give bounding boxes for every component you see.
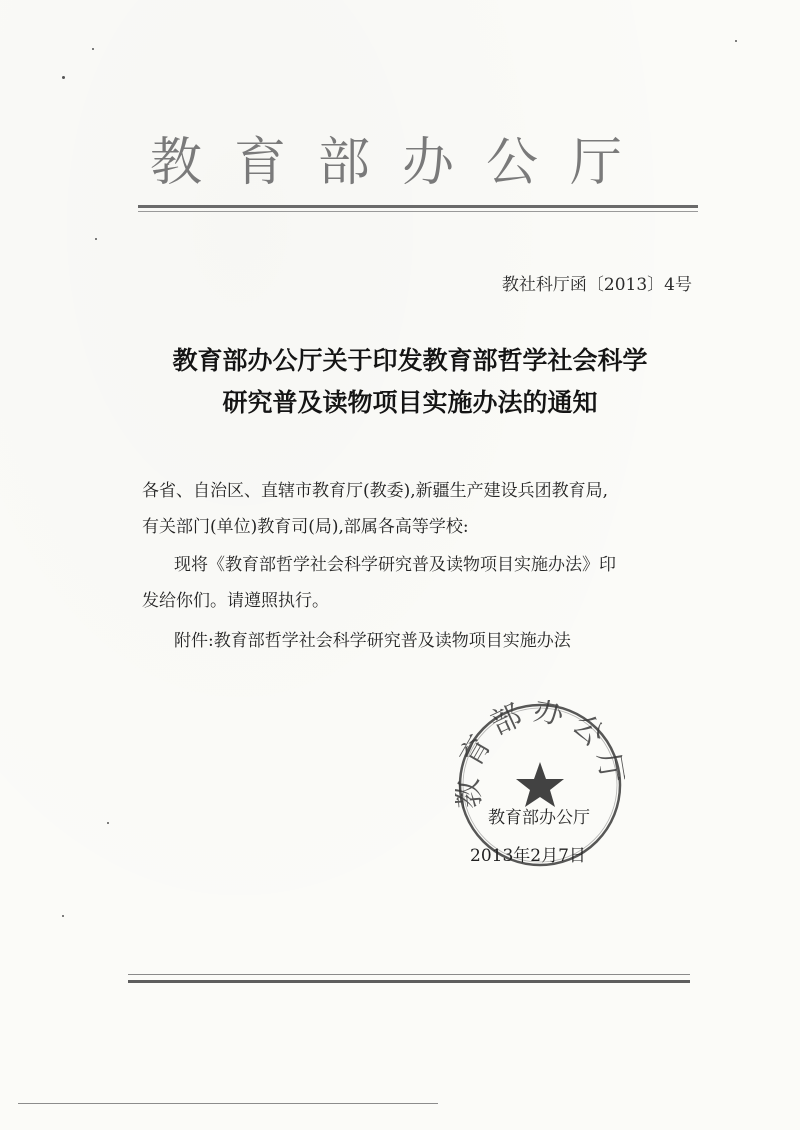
footer-rule-thin [128, 974, 690, 975]
signature-date: 2013年2月7日 [470, 846, 586, 866]
addressees-line-2: 有关部门(单位)教育司(局),部属各高等学校: [142, 517, 469, 537]
body-line-1: 现将《教育部哲学社会科学研究普及读物项目实施办法》印 [174, 555, 616, 575]
document-title [120, 340, 700, 424]
scan-speck [92, 48, 94, 50]
document-title-line-1: 教育部办公厅关于印发教育部哲学社会科学 [172, 346, 648, 375]
signature-organization: 教育部办公厅 [488, 808, 590, 828]
body-line-2: 发给你们。请遵照执行。 [142, 591, 329, 611]
footer-rule-thick [128, 980, 690, 983]
scan-speck [107, 822, 109, 824]
document-number: 教社科厅函〔2013〕4号 [501, 275, 692, 295]
scan-speck [62, 76, 65, 79]
scan-edge-line [18, 1103, 438, 1104]
scan-speck [62, 915, 64, 917]
scan-speck [95, 238, 97, 240]
scan-speck [735, 40, 737, 42]
org-header-title: 教育部办公厅 [150, 133, 655, 193]
seal-arc-text: 育部办公 [455, 700, 617, 773]
header-rule-thick [138, 205, 698, 208]
addressees-line-1: 各省、自治区、直辖市教育厅(教委),新疆生产建设兵团教育局, [142, 481, 609, 501]
document-title-line-2: 研究普及读物项目实施办法的通知 [222, 388, 598, 417]
header-rule-thin [138, 211, 698, 212]
attachment-line: 附件:教育部哲学社会科学研究普及读物项目实施办法 [174, 631, 571, 651]
